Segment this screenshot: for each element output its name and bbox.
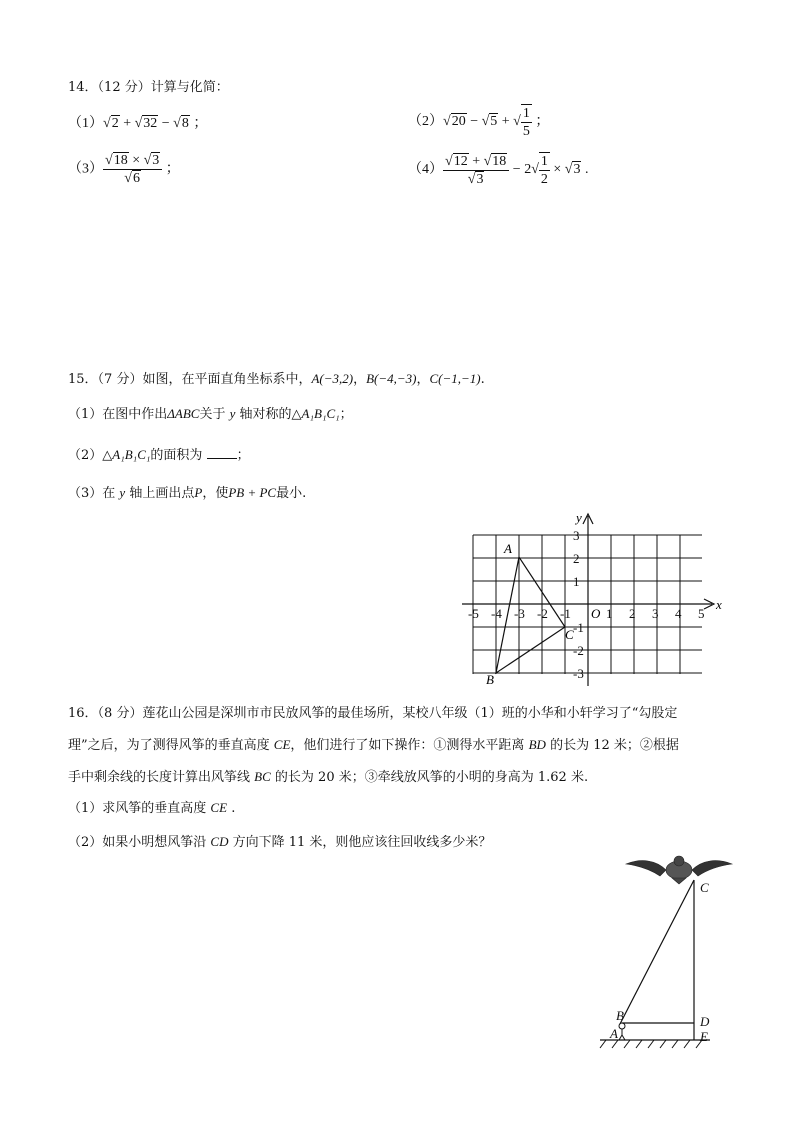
kite-figure [596, 850, 736, 1060]
x-tick-label: -4 [491, 606, 502, 621]
vertex-a-label: A [504, 541, 512, 556]
q14-part2: （2）√20 − √5 + √ $\frac{1}{5}$ ； [408, 106, 550, 139]
q15-title: 15．（7 分）如图，在平面直角坐标系中，A(−3,2)，B(−4,−3)，C(−1,−1). [68, 371, 485, 387]
x-tick-label: 5 [698, 606, 705, 621]
x-tick-label: -3 [514, 606, 525, 621]
label-b: B [616, 1008, 624, 1023]
axes [462, 514, 714, 686]
q16-line1: 16．（8 分）莲花山公园是深圳市市民放风筝的最佳场所，某校八年级（1）班的小华和小轩学习了“勾股定 [68, 706, 678, 721]
vertex-c-label: C [565, 627, 574, 642]
x-tick-label: -1 [560, 606, 571, 621]
label-c: C [700, 880, 709, 895]
x-tick-label: 2 [629, 606, 636, 621]
q16-part2: （2）如果小明想风筝沿 CD 方向下降 11 米，则他应该往回收线多少米？ [68, 834, 492, 850]
triangle-abc [496, 557, 565, 673]
y-tick-label: -2 [573, 643, 584, 658]
vertex-b-label: B [486, 672, 494, 687]
x-tick-label: 1 [606, 606, 613, 621]
label-d: D [700, 1014, 710, 1029]
q14-part4: （4） $\frac{√12 + √18}{√3}$ − 2√ $\frac{1}{2}$ × √3 . [408, 153, 589, 187]
x-tick-label: 3 [652, 606, 659, 621]
q14-part1: （1）√2 + √32 − √8 ； [68, 116, 208, 131]
y-tick-label: -1 [573, 620, 584, 635]
q15-part3: （3）在 y 轴上画出点P，使PB + PC最小. [68, 485, 307, 501]
q14-title: 14．（12 分）计算与化简： [68, 80, 229, 95]
y-tick-label: 2 [573, 551, 580, 566]
q15-part2: （2）△A₁B₁C₁的面积为 ； [68, 447, 250, 463]
q16-line2: 理”之后，为了测得风筝的垂直高度 CE，他们进行了如下操作：①测得水平距离 BD 的长为 12 米；②根据 [68, 737, 679, 753]
coordinate-grid-figure [460, 510, 730, 690]
x-tick-label: 4 [675, 606, 682, 621]
q15-part1: （1）在图中作出ΔABC关于 y 轴对称的△A₁B₁C₁； [68, 406, 353, 422]
y-tick-label: -3 [573, 666, 584, 681]
y-tick-label: 3 [573, 528, 580, 543]
q14-part3: （3） $\frac{√18 \times √3}{√6}$ ； [68, 153, 180, 186]
y-tick-label: 1 [573, 574, 580, 589]
label-e: E [700, 1029, 708, 1044]
ground-hatching [600, 1040, 702, 1048]
person-icon [619, 1023, 625, 1040]
label-a: A [610, 1026, 618, 1041]
x-tick-label: -5 [468, 606, 479, 621]
origin-label: O [591, 606, 601, 621]
x-tick-label: -2 [537, 606, 548, 621]
kite-bird-icon [626, 856, 732, 884]
kite-string-bc [620, 880, 694, 1024]
answer-blank[interactable] [207, 446, 237, 459]
q16-part1: （1）求风筝的垂直高度 CE . [68, 800, 236, 816]
x-axis-label: x [716, 597, 722, 612]
y-axis-label: y [576, 510, 582, 525]
q16-line3: 手中剩余线的长度计算出风筝线 BC 的长为 20 米；③牵线放风筝的小明的身高为 1.62 米. [68, 769, 589, 785]
